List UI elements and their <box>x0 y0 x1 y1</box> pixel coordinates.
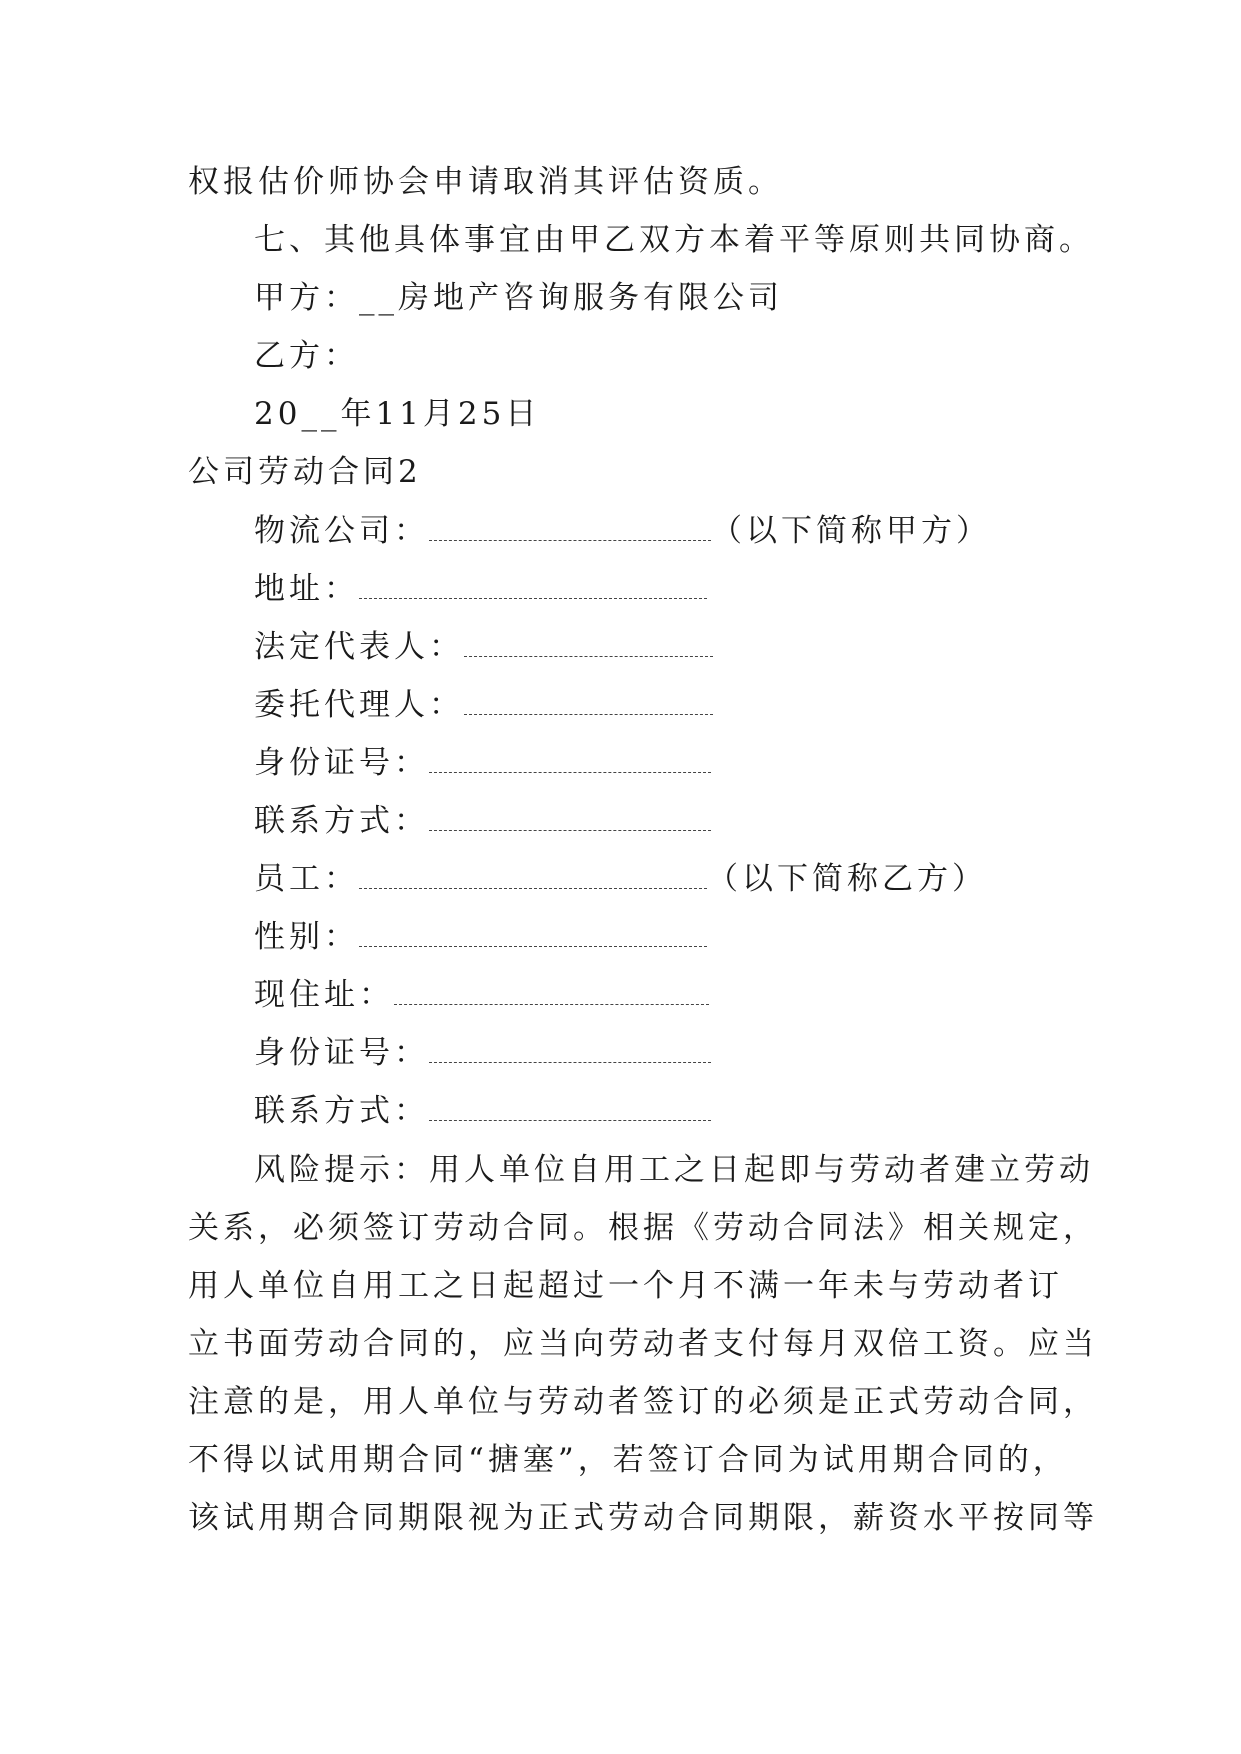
contact-field-1 <box>254 801 711 841</box>
contact-blank-2 <box>429 1098 711 1121</box>
legal-rep-field <box>254 627 713 667</box>
company-blank <box>429 518 711 541</box>
id-label-2: 身份证号： <box>254 1035 429 1071</box>
risk-line: 注意的是，用人单位与劳动者签订的必须是正式劳动合同， <box>188 1384 1098 1420</box>
date-line: 20__年11月25日 <box>254 396 541 432</box>
id-field-2 <box>254 1033 711 1073</box>
employee-field <box>254 859 987 899</box>
gender-label: 性别： <box>254 919 359 955</box>
gender-field <box>254 917 707 957</box>
address-blank <box>359 576 707 599</box>
risk-line: 关系，必须签订劳动合同。根据《劳动合同法》相关规定， <box>188 1210 1098 1246</box>
contract-title: 公司劳动合同2 <box>188 454 422 490</box>
company-suffix: （以下简称甲方） <box>711 513 991 549</box>
current-address-label: 现住址： <box>254 977 394 1013</box>
gender-blank <box>359 924 707 947</box>
current-address-blank <box>394 982 709 1005</box>
risk-line: 不得以试用期合同“搪塞”，若签订合同为试用期合同的， <box>188 1442 1068 1478</box>
employee-blank <box>359 866 707 889</box>
paragraph-continuation: 权报估价师协会申请取消其评估资质。 <box>188 164 783 200</box>
agent-label: 委托代理人： <box>254 687 464 723</box>
company-label: 物流公司： <box>254 513 429 549</box>
contact-field-2 <box>254 1091 711 1131</box>
id-field-1 <box>254 743 711 783</box>
id-label-1: 身份证号： <box>254 745 429 781</box>
legal-rep-label: 法定代表人： <box>254 629 464 665</box>
current-address-field <box>254 975 709 1015</box>
risk-line: 用人单位自用工之日起超过一个月不满一年未与劳动者订 <box>188 1268 1063 1304</box>
contact-blank-1 <box>429 808 711 831</box>
legal-rep-blank <box>464 634 713 657</box>
address-field <box>254 569 707 609</box>
risk-line: 风险提示：用人单位自用工之日起即与劳动者建立劳动 <box>254 1152 1094 1188</box>
contact-label-1: 联系方式： <box>254 803 429 839</box>
id-blank-1 <box>429 750 711 773</box>
party-a-line: 甲方：__房地产咨询服务有限公司 <box>254 280 783 316</box>
contact-label-2: 联系方式： <box>254 1093 429 1129</box>
agent-field <box>254 685 713 725</box>
id-blank-2 <box>429 1040 711 1063</box>
address-label: 地址： <box>254 571 359 607</box>
party-b-line: 乙方： <box>254 338 359 374</box>
clause-seven: 七、其他具体事宜由甲乙双方本着平等原则共同协商。 <box>254 222 1094 258</box>
company-field <box>254 511 991 551</box>
risk-line: 立书面劳动合同的，应当向劳动者支付每月双倍工资。应当 <box>188 1326 1098 1362</box>
employee-label: 员工： <box>254 861 359 897</box>
agent-blank <box>464 692 713 715</box>
employee-suffix: （以下简称乙方） <box>707 861 987 897</box>
risk-line: 该试用期合同期限视为正式劳动合同期限，薪资水平按同等 <box>188 1500 1098 1536</box>
